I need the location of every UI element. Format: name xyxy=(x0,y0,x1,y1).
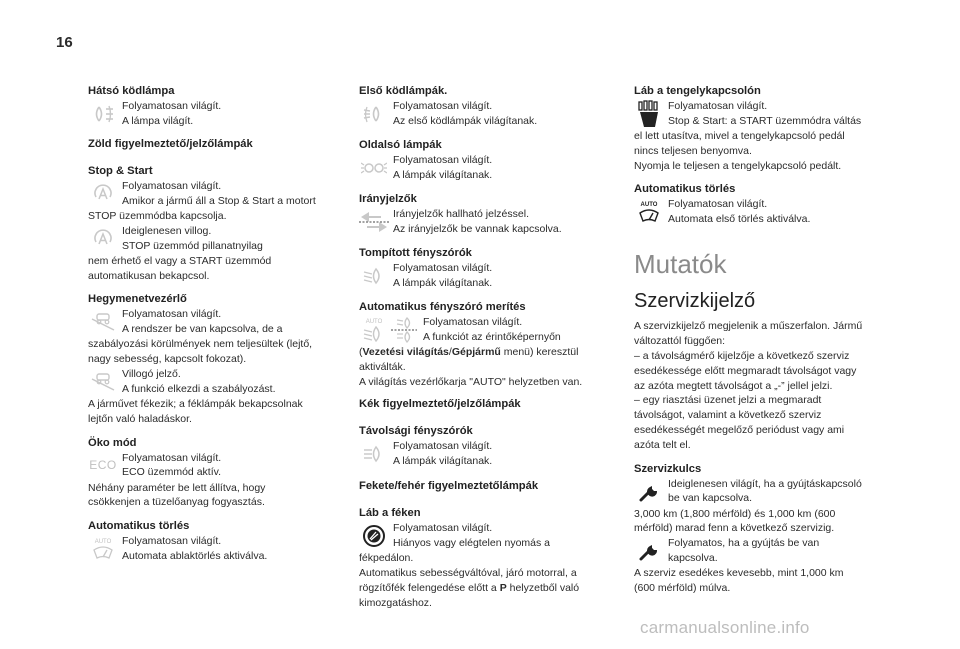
text-line: Folyamatosan világít. xyxy=(122,100,222,112)
auto-dip-icon xyxy=(359,315,389,345)
foot-brake-entry xyxy=(359,521,629,551)
eco-mode-heading: Öko mód xyxy=(88,436,137,449)
text-line: Az irányjelzők be vannak kapcsolva. xyxy=(393,222,562,235)
text-line: – a távolságmérő kijelzője a következő szerviz xyxy=(634,349,850,362)
text-line: STOP üzemmód pillanatnyilag xyxy=(122,239,263,252)
clutch-entry xyxy=(634,99,904,129)
foot-on-brake-icon xyxy=(359,521,389,551)
stop-start-entry-1 xyxy=(88,179,358,209)
indicators-heading: Irányjelzők xyxy=(359,193,417,205)
menu-name: Vezetési világítás xyxy=(362,346,449,358)
text-line: nem érhető el vagy a START üzemmód xyxy=(88,254,272,267)
auto-icon-label: AUTO xyxy=(640,201,658,208)
service-indicator-title: Szervizkijelző xyxy=(634,290,756,313)
auto-wipe-heading-2: Automatikus törlés xyxy=(634,183,736,196)
watermark: carmanualsonline.info xyxy=(640,618,810,637)
text-line: el lett utasítva, mivel a tengelykapcsoló pedál xyxy=(634,130,845,142)
text-line: A lámpák világítanak. xyxy=(393,455,493,468)
text-line: ECO üzemmód aktív. xyxy=(122,466,222,479)
rear-fog-lamp-icon xyxy=(88,99,118,129)
text-line: Folyamatosan világít. xyxy=(393,100,493,112)
auto-dip-icon-2 xyxy=(389,315,419,345)
text-line: Folyamatosan világít. xyxy=(122,308,222,321)
text-line: Folyamatosan világít. xyxy=(393,440,493,453)
text-line: csökkenjen a tüzelőanyag fogyasztás. xyxy=(88,496,265,509)
text-fragment: helyzetből való xyxy=(506,581,580,594)
text-line: Automata első törlés aktiválva. xyxy=(668,213,811,226)
text-line: változattól függően: xyxy=(634,335,726,348)
text-line: szabályozási körülmények nem teljesültek (lejtő, xyxy=(88,338,313,351)
text-line: nincs teljesen benyomva. xyxy=(634,144,752,157)
indicators-entry xyxy=(359,207,629,237)
text-line: (600 mérföld) múlva. xyxy=(634,581,731,594)
service-key-entry-1 xyxy=(634,477,904,507)
front-fog-heading: Első ködlámpák. xyxy=(359,85,448,97)
dipped-beam-entry xyxy=(359,261,629,291)
text-line: Folyamatosan világít. xyxy=(122,180,222,192)
side-lamps-icon xyxy=(359,153,389,183)
stop-start-icon xyxy=(88,224,118,254)
text-line: Folyamatosan világít. xyxy=(668,198,768,211)
rear-fog-entry xyxy=(88,99,358,129)
side-lamps-entry xyxy=(359,153,629,183)
auto-wipe-heading: Automatikus törlés xyxy=(88,520,190,533)
blue-warnings-heading: Kék figyelmeztető/jelzőlámpák xyxy=(359,398,521,411)
text-fragment: menü) keresztül xyxy=(500,346,579,358)
hill-descent-heading: Hegymenetvezérlő xyxy=(88,293,187,306)
auto-wipe-icon xyxy=(634,197,664,227)
auto-dip-heading: Automatikus fényszóró merítés xyxy=(359,301,526,313)
dipped-beam-icon xyxy=(359,261,389,291)
stop-start-icon xyxy=(88,179,118,209)
text-line: A lámpák világítanak. xyxy=(393,276,493,289)
hill-descent-icon xyxy=(88,307,118,337)
text-line: Folyamatosan világít. xyxy=(122,451,222,464)
text-line: kapcsolva. xyxy=(668,551,718,564)
auto-icon-label: AUTO xyxy=(94,538,112,545)
text-line: be van kapcsolva. xyxy=(668,492,753,505)
text-line: Az első ködlámpák világítanak. xyxy=(393,114,538,127)
text-line: 3,000 km (1,800 mérföld) és 1,000 km (600 xyxy=(634,507,836,520)
dipped-beam-heading: Tompított fényszórók xyxy=(359,247,472,259)
text-line: Néhány paraméter be lett állítva, hogy xyxy=(88,481,266,494)
text-line: esedékessége előtt megmaradt távolságot vagy xyxy=(634,364,857,377)
hill-descent-icon xyxy=(88,367,118,397)
main-beam-icon xyxy=(359,439,389,469)
auto-wipe-entry xyxy=(88,534,358,564)
text-line: Folyamatosan világít. xyxy=(423,316,523,328)
text-line: Folyamatosan világít. xyxy=(393,154,493,166)
black-white-warnings-heading: Fekete/fehér figyelmeztetőlámpák xyxy=(359,480,539,493)
auto-wipe-entry-2 xyxy=(634,197,904,227)
column-3 xyxy=(634,84,904,596)
text-line: A funkció elkezdi a szabályozást. xyxy=(122,382,276,395)
eco-icon-label: ECO xyxy=(89,458,117,473)
front-fog-entry xyxy=(359,99,629,129)
text-line: Amikor a jármű áll a Stop & Start a motort xyxy=(122,194,316,207)
service-key-entry-2 xyxy=(634,536,904,566)
stop-start-heading: Stop & Start xyxy=(88,165,153,177)
text-line: A rendszer be van kapcsolva, de a xyxy=(122,323,283,336)
text-line: Automata ablaktörlés aktiválva. xyxy=(122,549,268,562)
column-1 xyxy=(88,84,358,564)
text-line: Automatikus sebességváltóval, járó motorral, a xyxy=(359,567,577,580)
text-line: STOP üzemmódba kapcsolja. xyxy=(88,210,227,222)
text-line: azóta telt el. xyxy=(634,438,691,451)
text-line: Hiányos vagy elégtelen nyomás a xyxy=(393,537,551,550)
menu-name: Gépjármű xyxy=(451,346,501,358)
rear-fog-heading: Hátsó ködlámpa xyxy=(88,85,175,97)
page-number: 16 xyxy=(56,34,73,51)
eco-entry xyxy=(88,451,358,481)
text-line: Ideiglenesen világít, ha a gyújtáskapcsoló xyxy=(668,477,862,490)
main-beam-heading: Távolsági fényszórók xyxy=(359,425,473,438)
clutch-heading: Láb a tengelykapcsolón xyxy=(634,85,761,97)
text-line: A szerviz esedékes kevesebb, mint 1,000 km xyxy=(634,567,844,580)
text-line: automatikusan bekapcsol. xyxy=(88,269,210,282)
foot-brake-heading: Láb a féken xyxy=(359,507,421,520)
service-key-heading: Szervizkulcs xyxy=(634,462,702,475)
text-line: A funkciót az érintőképernyőn xyxy=(423,330,561,343)
auto-dip-entry xyxy=(359,315,629,345)
text-line: A lámpa világít. xyxy=(122,114,194,127)
text-line: Nyomja le teljesen a tengelykapcsoló pedált. xyxy=(634,159,842,172)
text-line: – egy riasztási üzenet jelzi a megmaradt xyxy=(634,394,822,407)
text-line: Folyamatosan világít. xyxy=(393,262,493,274)
text-line: aktiválták. xyxy=(359,360,406,373)
hill-entry-1 xyxy=(88,307,358,337)
text-fragment: / xyxy=(448,346,452,358)
text-line: kimozgatáshoz. xyxy=(359,596,432,609)
text-fragment: rögzítőfék felengedése előtt a xyxy=(359,581,500,594)
text-line xyxy=(359,581,629,596)
text-line: Ideiglenesen villog. xyxy=(122,224,212,237)
text-line xyxy=(359,345,629,360)
text-line: Folyamatosan világít. xyxy=(668,100,768,112)
text-line: lejtőn való haladáskor. xyxy=(88,412,192,425)
column-2 xyxy=(359,84,629,611)
text-fragment: ( xyxy=(359,346,363,358)
text-line: fékpedálon. xyxy=(359,552,414,565)
eco-icon xyxy=(88,451,118,481)
text-line: nagy sebesség, kapcsolt fokozat). xyxy=(88,353,247,366)
green-warnings-heading: Zöld figyelmeztető/jelzőlámpák xyxy=(88,138,253,150)
stop-start-entry-2 xyxy=(88,224,358,254)
text-line: A járművet fékezik; a féklámpák bekapcsolnak xyxy=(88,397,303,410)
auto-wipe-icon xyxy=(88,534,118,564)
foot-on-clutch-icon xyxy=(634,99,664,129)
text-line: Folyamatosan világít. xyxy=(122,535,222,548)
text-line: Folyamatos, ha a gyújtás be van xyxy=(668,537,820,550)
gear-position: P xyxy=(499,581,507,594)
wrench-icon xyxy=(634,536,664,566)
side-lamps-heading: Oldalsó lámpák xyxy=(359,139,442,151)
section-title: Mutatók xyxy=(634,249,727,280)
front-fog-lamp-icon xyxy=(359,99,389,129)
text-line: távolságot, valamint a következő szerviz xyxy=(634,409,822,422)
turn-signal-icon xyxy=(359,207,389,237)
text-line: Villogó jelző. xyxy=(122,367,181,380)
wrench-icon xyxy=(634,477,664,507)
text-line: A lámpák világítanak. xyxy=(393,168,493,181)
text-line: Irányjelzők hallható jelzéssel. xyxy=(393,208,529,220)
main-beam-entry xyxy=(359,439,629,469)
text-line: Folyamatosan világít. xyxy=(393,522,493,535)
text-line: esedékességét megelőző periódust vagy ami xyxy=(634,423,845,436)
text-line: Stop & Start: a START üzemmódra váltás xyxy=(668,114,862,127)
auto-dip-icon-label: AUTO xyxy=(365,318,383,325)
text-line: A világítás vezérlőkarja "AUTO" helyzetben van. xyxy=(359,375,583,388)
text-line: az azóta megtett távolságot a „-” jellel jelzi. xyxy=(634,379,833,392)
hill-entry-2 xyxy=(88,367,358,397)
text-line: A szervizkijelző megjelenik a műszerfalon. Jármű xyxy=(634,320,863,333)
text-line: mérföld) marad fenn a következő szervizig. xyxy=(634,522,835,535)
